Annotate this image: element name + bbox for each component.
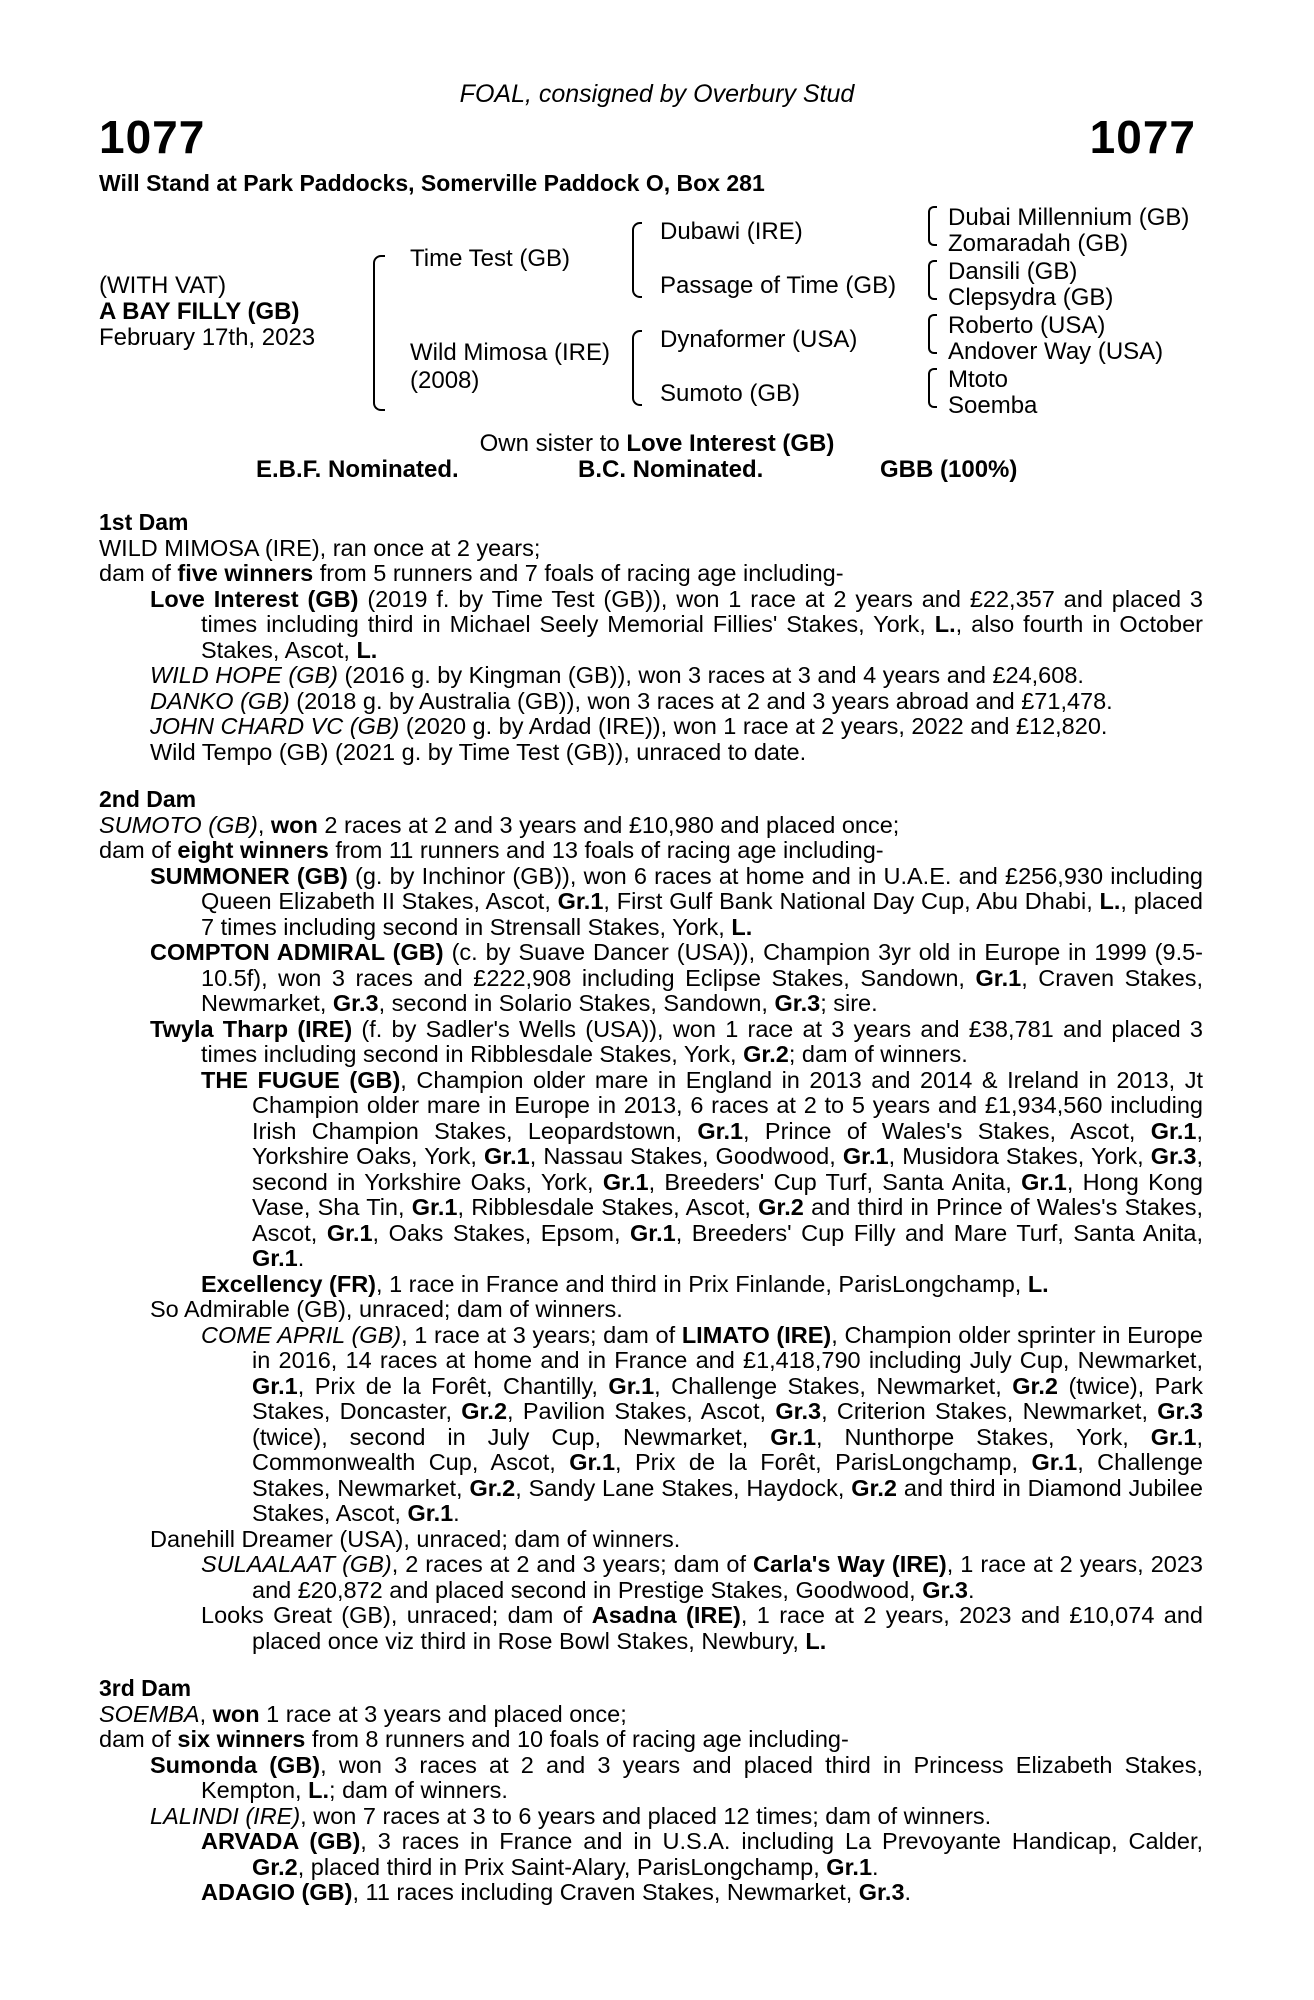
produce-danehill-dreamer: Danehill Dreamer (USA), unraced; dam of winners. <box>150 1525 681 1552</box>
brace-sd <box>928 260 937 300</box>
produce-summoner: SUMMONER (GB) (g. by Inchinor (GB)), won 6 races at home and in U.A.E. and £256,930 including Queen Elizabeth II Stakes, Ascot, Gr.1, First Gulf Bank National Day Cup, Abu Dhabi, L., placed 7 times including second in Strensall Stakes, York, L. <box>150 862 1203 940</box>
third-dam-heading: 3rd Dam <box>99 1675 192 1701</box>
brace-sire <box>632 222 642 298</box>
second-dam-line1: SUMOTO (GB), won 2 races at 2 and 3 years and £10,980 and placed once; <box>99 811 900 838</box>
subject-dob: February 17th, 2023 <box>99 324 316 351</box>
gbb-note: GBB (100%) <box>880 456 1018 483</box>
consignment-line: FOAL, consigned by Overbury Stud <box>459 80 855 108</box>
produce-twyla-tharp: Twyla Tharp (IRE) (f. by Sadler's Wells (USA)), won 1 race at 3 years and £38,781 and placed 3 times including second in Ribblesdale Stakes, York, Gr.2; dam of winners. <box>150 1015 1203 1067</box>
third-dam-line2: dam of six winners from 8 runners and 10 foals of racing age including- <box>99 1726 849 1752</box>
vat-label: (WITH VAT) <box>99 272 227 299</box>
brace-dam <box>632 330 642 406</box>
first-dam-line1: WILD MIMOSA (IRE), ran once at 2 years; <box>99 534 541 561</box>
pedigree-dd: Sumoto (GB) <box>660 380 801 407</box>
produce-wild-tempo: Wild Tempo (GB) (2021 g. by Time Test (GB)), unraced to date. <box>150 738 807 765</box>
produce-come-april: COME APRIL (GB), 1 race at 3 years; dam of LIMATO (IRE), Champion older sprinter in Europe in 2016, 14 races at home and in France and £1,418,790 including July Cup, Newmarket, Gr.1, Prix de la Forêt, Chantilly, Gr.1, Challenge Stakes, Newmarket, Gr.2 (twice), Park Stakes, Doncaster, Gr.2, Pavilion Stakes, Ascot, Gr.3, Criterion Stakes, Newmarket, Gr.3 (twice), second in July Cup, Newmarket, Gr.1, Nunthorpe Stakes, York, Gr.1, Commonwealth Cup, Ascot, Gr.1, Prix de la Forêt, ParisLongchamp, Gr.1, Challenge Stakes, Newmarket, Gr.2, Sandy Lane Stakes, Haydock, Gr.2 and third in Diamond Jubilee Stakes, Ascot, Gr.1. <box>201 1321 1204 1526</box>
brace-ss <box>928 206 937 246</box>
ebf-nomination: E.B.F. Nominated. <box>256 456 459 483</box>
produce-adagio: ADAGIO (GB), 11 races including Craven Stakes, Newmarket, Gr.3. <box>201 1879 912 1905</box>
second-dam-line2: dam of eight winners from 11 runners and 13 foals of racing age including- <box>99 837 884 863</box>
pedigree-ss: Dubawi (IRE) <box>660 218 803 245</box>
produce-love-interest: Love Interest (GB) (2019 f. by Time Test (GB)), won 1 race at 2 years and £22,357 and placed 3 times including third in Michael Seely Memorial Fillies' Stakes, York, L., also fourth in October Stakes, Ascot, L. <box>150 585 1204 663</box>
produce-the-fugue: THE FUGUE (GB), Champion older mare in England in 2013 and 2014 & Ireland in 2013, Jt Champion older mare in Europe in 2013, 6 races at 2 to 5 years and £1,934,560 including Irish Champion Stakes, Leopardstown, Gr.1, Prince of Wales's Stakes, Ascot, Gr.1, Yorkshire Oaks, York, Gr.1, Nassau Stakes, Goodwood, Gr.1, Musidora Stakes, York, Gr.3, second in Yorkshire Oaks, York, Gr.1, Breeders' Cup Turf, Santa Anita, Gr.1, Hong Kong Vase, Sha Tin, Gr.1, Ribblesdale Stakes, Ascot, Gr.2 and third in Prince of Wales's Stakes, Ascot, Gr.1, Oaks Stakes, Epsom, Gr.1, Breeders' Cup Filly and Mare Turf, Santa Anita, Gr.1. <box>201 1066 1203 1271</box>
pedigree-ddd: Soemba <box>948 392 1038 419</box>
first-dam-line2: dam of five winners from 5 runners and 7 foals of racing age including- <box>99 560 844 586</box>
sister-name: Love Interest (GB) <box>626 430 835 457</box>
subject-name: A BAY FILLY (GB) <box>99 298 300 325</box>
brace-dd <box>928 368 937 408</box>
pedigree-sd: Passage of Time (GB) <box>660 272 897 299</box>
brace-gen1 <box>373 255 385 411</box>
pedigree-sire: Time Test (GB) <box>410 245 571 272</box>
stand-location: Will Stand at Park Paddocks, Somerville Paddock O, Box 281 <box>99 170 765 196</box>
first-dam-heading: 1st Dam <box>99 509 189 535</box>
lot-number-right: 1077 <box>1089 111 1196 163</box>
brace-ds <box>928 314 937 354</box>
produce-arvada: ARVADA (GB), 3 races in France and in U.S.A. including La Prevoyante Handicap, Calder, Gr.2, placed third in Prix Saint-Alary, ParisLongchamp, Gr.1. <box>201 1828 1203 1880</box>
pedigree-ds: Dynaformer (USA) <box>660 326 858 353</box>
produce-sulaalaat: SULAALAAT (GB), 2 races at 2 and 3 years; dam of Carla's Way (IRE), 1 race at 2 years, 2023 and £20,872 and placed second in Prestige Stakes, Goodwood, Gr.3. <box>201 1551 1203 1603</box>
pedigree-sdd: Clepsydra (GB) <box>948 284 1114 311</box>
pedigree-sds: Dansili (GB) <box>948 258 1078 285</box>
pedigree-sss: Dubai Millennium (GB) <box>948 204 1190 231</box>
produce-compton-admiral: COMPTON ADMIRAL (GB) (c. by Suave Dancer (USA)), Champion 3yr old in Europe in 1999 (9.5-10.5f), won 3 races and £222,908 including Eclipse Stakes, Sandown, Gr.1, Craven Stakes, Newmarket, Gr.3, second in Solario Stakes, Sandown, Gr.3; sire. <box>150 939 1203 1016</box>
pedigree-dsd: Andover Way (USA) <box>948 338 1164 365</box>
produce-sumonda: Sumonda (GB), won 3 races at 2 and 3 years and placed third in Princess Elizabeth Stakes, Kempton, L.; dam of winners. <box>150 1751 1203 1803</box>
produce-john-chard: JOHN CHARD VC (GB) (2020 g. by Ardad (IRE)), won 1 race at 2 years, 2022 and £12,820. <box>150 713 1108 739</box>
pedigree-dss: Roberto (USA) <box>948 312 1106 339</box>
produce-looks-great: Looks Great (GB), unraced; dam of Asadna (IRE), 1 race at 2 years, 2023 and £10,074 and placed once viz third in Rose Bowl Stakes, Newbury, L. <box>201 1602 1203 1654</box>
pedigree-ssd: Zomaradah (GB) <box>948 230 1129 257</box>
produce-so-admirable: So Admirable (GB), unraced; dam of winners. <box>150 1296 623 1322</box>
sister-note: Own sister to Love Interest (GB) <box>479 430 835 457</box>
third-dam-line1: SOEMBA, won 1 race at 3 years and placed once; <box>99 1700 627 1727</box>
bc-nomination: B.C. Nominated. <box>578 456 764 483</box>
second-dam-heading: 2nd Dam <box>99 786 197 812</box>
produce-excellency: Excellency (FR), 1 race in France and third in Prix Finlande, ParisLongchamp, L. <box>201 1270 1049 1297</box>
pedigree-dam-year: (2008) <box>410 367 480 394</box>
produce-lalindi: LALINDI (IRE), won 7 races at 3 to 6 years and placed 12 times; dam of winners. <box>150 1802 992 1829</box>
pedigree-dam: Wild Mimosa (IRE) <box>410 339 611 366</box>
produce-danko: DANKO (GB) (2018 g. by Australia (GB)), won 3 races at 2 and 3 years abroad and £71,478. <box>150 687 1113 714</box>
pedigree-dds: Mtoto <box>948 366 1009 393</box>
produce-wild-hope: WILD HOPE (GB) (2016 g. by Kingman (GB)), won 3 races at 3 and 4 years and £24,608. <box>150 662 1084 688</box>
lot-number-left: 1077 <box>99 111 206 163</box>
dam-family-text <box>99 510 1203 1906</box>
